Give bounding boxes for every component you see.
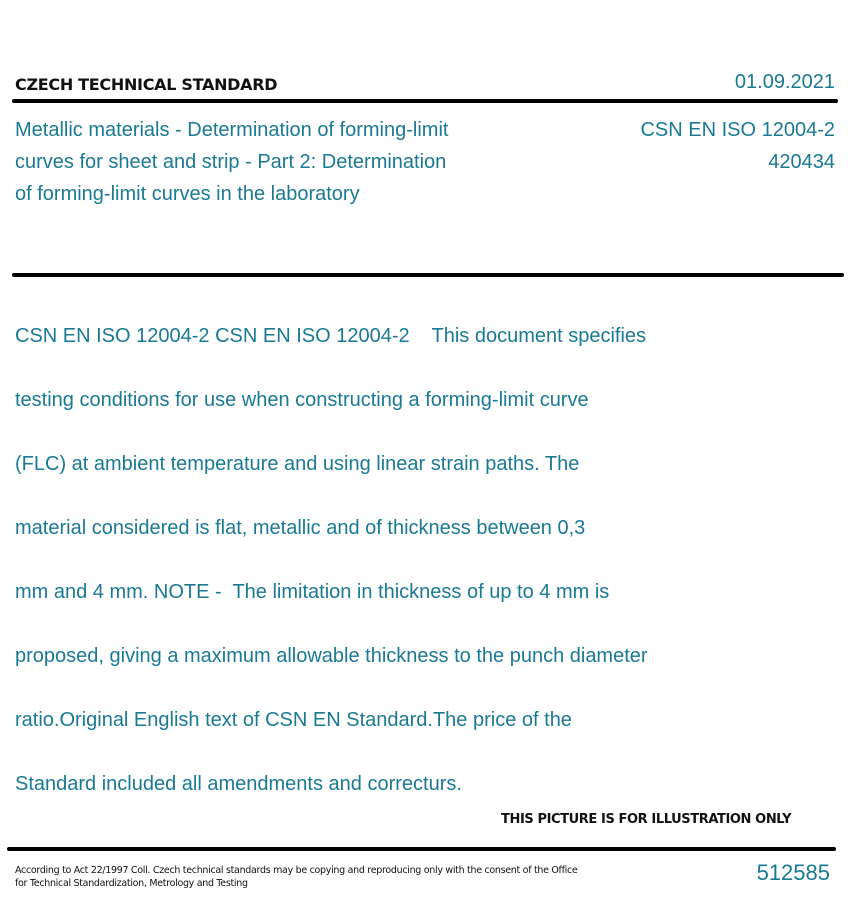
illustration-disclaimer: THIS PICTURE IS FOR ILLUSTRATION ONLY [501, 812, 792, 827]
standard-title-line: curves for sheet and strip - Part 2: Determination [15, 151, 447, 173]
standard-description [15, 288, 715, 832]
description-line: ratio.Original English text of CSN EN Standard.The price of the [15, 709, 572, 731]
publication-date: 01.09.2021 [734, 71, 835, 93]
title-divider [12, 273, 844, 277]
standard-title-line: of forming-limit curves in the laboratory [15, 183, 360, 205]
standard-title [15, 114, 505, 210]
description-line: (FLC) at ambient temperature and using linear strain paths. The [15, 453, 580, 475]
footer-divider [7, 847, 836, 851]
document-header-title: CZECH TECHNICAL STANDARD [15, 75, 278, 94]
standard-title-line: Metallic materials - Determination of forming-limit [15, 119, 449, 141]
description-line: proposed, giving a maximum allowable thickness to the punch diameter [15, 645, 648, 667]
document-number: 512585 [756, 860, 830, 885]
standard-identifiers [640, 114, 835, 178]
header-divider [12, 99, 838, 103]
description-line: mm and 4 mm. NOTE - The limitation in thickness of up to 4 mm is [15, 581, 610, 603]
copyright-notice [15, 864, 595, 890]
copyright-line: for Technical Standardization, Metrology and Testing [15, 878, 248, 889]
description-line: testing conditions for use when constructing a forming-limit curve [15, 389, 589, 411]
description-line: material considered is flat, metallic and of thickness between 0,3 [15, 517, 586, 539]
description-line: Standard included all amendments and correcturs. [15, 773, 462, 795]
description-line: CSN EN ISO 12004-2 CSN EN ISO 12004-2 This document specifies [15, 325, 647, 347]
copyright-line: According to Act 22/1997 Coll. Czech technical standards may be copying and reproducing only with the consent of the Office [15, 865, 578, 876]
catalog-number: 420434 [768, 151, 835, 173]
standard-code: CSN EN ISO 12004-2 [640, 119, 835, 141]
